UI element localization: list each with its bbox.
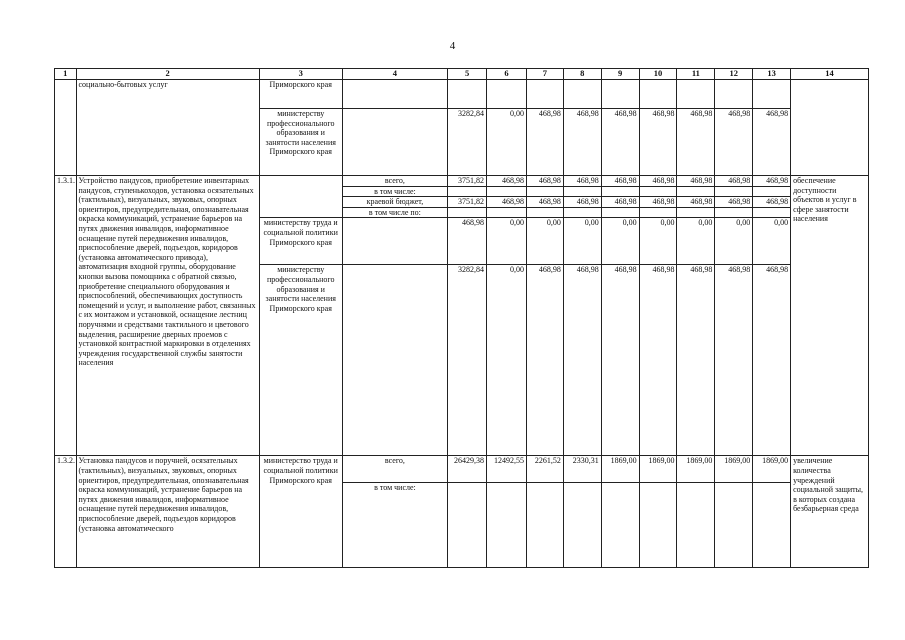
cell-value: 1869,00 — [601, 456, 639, 483]
cell-value — [677, 80, 715, 109]
cell-value — [715, 80, 753, 109]
cell-value: 3282,84 — [448, 109, 487, 176]
cell-value — [677, 207, 715, 218]
cell-value: 0,00 — [487, 109, 527, 176]
cell-value: 468,98 — [526, 265, 563, 456]
cell-result: увеличение количества учреждений социальной защиты, в которых создана безбарьерная среда — [791, 456, 869, 568]
col-header: 1 — [55, 69, 77, 80]
table-row — [55, 176, 869, 187]
col-header: 13 — [753, 69, 791, 80]
cell-value — [448, 207, 487, 218]
cell-value — [715, 483, 753, 568]
cell-value: 468,98 — [753, 109, 791, 176]
cell-value: 0,00 — [753, 218, 791, 265]
cell-value — [753, 80, 791, 109]
cell-value — [753, 483, 791, 568]
cell-value: 468,98 — [526, 176, 563, 187]
cell-source — [342, 218, 447, 265]
cell-value: 468,98 — [563, 176, 601, 187]
cell-value: 468,98 — [639, 109, 677, 176]
cell-value — [487, 186, 527, 197]
col-header: 4 — [342, 69, 447, 80]
cell-value — [448, 80, 487, 109]
cell-value: 1869,00 — [677, 456, 715, 483]
cell-value: 26429,38 — [448, 456, 487, 483]
cell-result: обеспечение доступности объектов и услуг в сфере занятости населения — [791, 176, 869, 456]
cell-value: 468,98 — [753, 197, 791, 208]
cell-description: социально-бытовых услуг — [76, 80, 259, 176]
cell-source: в том числе: — [342, 186, 447, 197]
cell-value: 468,98 — [677, 109, 715, 176]
cell-value — [753, 207, 791, 218]
cell-value: 468,98 — [563, 197, 601, 208]
cell-value: 468,98 — [563, 109, 601, 176]
cell-value: 468,98 — [601, 109, 639, 176]
cell-value — [753, 186, 791, 197]
cell-value: 1869,00 — [639, 456, 677, 483]
cell-value: 468,98 — [563, 265, 601, 456]
cell-value: 468,98 — [487, 197, 527, 208]
cell-executor: министерству профессионального образования и занятости населения Приморского края — [259, 265, 342, 456]
cell-value: 2261,52 — [526, 456, 563, 483]
cell-source: в том числе: — [342, 483, 447, 568]
cell-value — [526, 186, 563, 197]
cell-executor: Приморского края — [259, 80, 342, 109]
cell-description: Установка пандусов и поручней, осязательных (тактильных), визуальных, звуковых, опорных ориентиров, предупредительная, опознавательная окраска коммуникаций, устранение барьеров на путях движения инвалидов, информативное оснащение путей передвижения инвалидов, приспособление дверей, подъездов коридоров (установка автоматического — [76, 456, 259, 568]
page-number: 4 — [449, 40, 456, 52]
cell-value — [601, 80, 639, 109]
cell-value: 468,98 — [487, 176, 527, 187]
cell-value: 0,00 — [526, 218, 563, 265]
cell-value: 0,00 — [487, 265, 527, 456]
cell-value: 468,98 — [601, 197, 639, 208]
cell-num: 1.3.1. — [55, 176, 77, 456]
cell-value: 0,00 — [715, 218, 753, 265]
cell-value — [448, 186, 487, 197]
col-header: 11 — [677, 69, 715, 80]
cell-value: 468,98 — [639, 197, 677, 208]
col-header: 5 — [448, 69, 487, 80]
cell-value: 0,00 — [563, 218, 601, 265]
cell-value — [487, 80, 527, 109]
cell-value — [601, 207, 639, 218]
cell-value — [677, 483, 715, 568]
cell-value — [639, 80, 677, 109]
col-header: 12 — [715, 69, 753, 80]
cell-value: 468,98 — [715, 176, 753, 187]
cell-value — [563, 207, 601, 218]
col-header: 8 — [563, 69, 601, 80]
cell-value: 468,98 — [677, 265, 715, 456]
cell-value — [487, 483, 527, 568]
cell-value — [639, 207, 677, 218]
cell-value — [601, 186, 639, 197]
cell-source: всего, — [342, 456, 447, 483]
cell-source: в том числе по: — [342, 207, 447, 218]
cell-value — [715, 186, 753, 197]
cell-value: 468,98 — [601, 265, 639, 456]
cell-value: 468,98 — [639, 176, 677, 187]
cell-value: 0,00 — [639, 218, 677, 265]
cell-num: 1.3.2. — [55, 456, 77, 568]
cell-source: краевой бюджет, — [342, 197, 447, 208]
header-row — [55, 69, 869, 80]
cell-executor: министерству труда и социальной политики Приморского края — [259, 218, 342, 265]
cell-value — [526, 483, 563, 568]
col-header: 9 — [601, 69, 639, 80]
cell-value — [639, 186, 677, 197]
cell-value: 468,98 — [526, 109, 563, 176]
cell-value: 468,98 — [753, 176, 791, 187]
cell-value — [715, 207, 753, 218]
cell-value: 468,98 — [677, 176, 715, 187]
cell-value: 468,98 — [715, 197, 753, 208]
cell-description: Устройство пандусов, приобретение инвентарных пандусов, ступенькоходов, установка осязательных (тактильных), визуальных, звуковых, опорных ориентиров, предупредительная, опознавательная окраска коммуникаций, устранение барьеров на путях движения инвалидов, информативное оснащение путей передвижения инвалидов, приспособление дверей, подъездов, коридоров (установка автоматического привода), автоматизация входной группы, оборудование кнопки вызова помощника с обратной связью, приобретение специального оборудования и приспособлений, обеспечивающих доступность помещений и услуг, и выполнение работ, связанных с их монтажом и установкой, оснащение лестниц поручнями и средствами тактильного и цветового выделения, расширение дверных проемов с установкой контрастной маркировки в отделениях учреждения государственной службы занятости населения — [76, 176, 259, 456]
cell-value: 3282,84 — [448, 265, 487, 456]
cell-value: 468,98 — [677, 197, 715, 208]
col-header: 6 — [487, 69, 527, 80]
cell-value — [601, 483, 639, 568]
table-row — [55, 456, 869, 483]
program-table — [54, 68, 869, 568]
cell-value: 3751,82 — [448, 176, 487, 187]
cell-result — [791, 80, 869, 176]
col-header: 2 — [76, 69, 259, 80]
cell-executor: министерство труда и социальной политики Приморского края — [259, 456, 342, 568]
cell-executor — [259, 176, 342, 218]
cell-value: 468,98 — [715, 265, 753, 456]
cell-value — [563, 80, 601, 109]
table-row — [55, 80, 869, 109]
cell-source — [342, 109, 447, 176]
cell-executor: министерству профессионального образования и занятости населения Приморского края — [259, 109, 342, 176]
cell-value — [526, 207, 563, 218]
col-header: 14 — [791, 69, 869, 80]
cell-value: 0,00 — [487, 218, 527, 265]
cell-value: 468,98 — [753, 265, 791, 456]
cell-value: 468,98 — [448, 218, 487, 265]
cell-value: 1869,00 — [715, 456, 753, 483]
cell-value — [677, 186, 715, 197]
cell-value — [448, 483, 487, 568]
cell-value: 2330,31 — [563, 456, 601, 483]
col-header: 3 — [259, 69, 342, 80]
cell-value: 0,00 — [677, 218, 715, 265]
cell-value: 468,98 — [715, 109, 753, 176]
cell-value — [526, 80, 563, 109]
cell-source — [342, 265, 447, 456]
cell-value — [563, 186, 601, 197]
cell-source: всего, — [342, 176, 447, 187]
col-header: 10 — [639, 69, 677, 80]
col-header: 7 — [526, 69, 563, 80]
cell-num — [55, 80, 77, 176]
cell-value: 12492,55 — [487, 456, 527, 483]
cell-value: 468,98 — [526, 197, 563, 208]
cell-value — [487, 207, 527, 218]
cell-source — [342, 80, 447, 109]
cell-value: 1869,00 — [753, 456, 791, 483]
cell-value: 3751,82 — [448, 197, 487, 208]
cell-value — [563, 483, 601, 568]
cell-value: 468,98 — [639, 265, 677, 456]
cell-value — [639, 483, 677, 568]
cell-value: 468,98 — [601, 176, 639, 187]
cell-value: 0,00 — [601, 218, 639, 265]
